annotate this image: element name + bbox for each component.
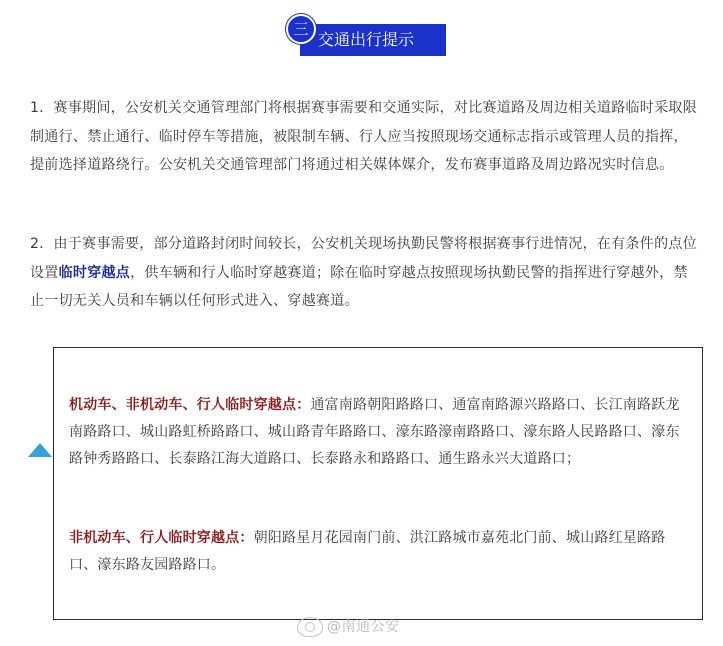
notice-paragraph-2	[30, 230, 702, 316]
non-motor-crossing-label: 非机动车、行人临时穿越点：	[69, 530, 254, 546]
crossing-point-highlight: 临时穿越点	[58, 264, 131, 281]
watermark-text: @南通公安	[327, 619, 400, 635]
motor-crossing-list: 通富南路朝阳路路口、通富南路源兴路路口、长江南路跃龙南路路口、城山路虹桥路路口、城山路青年路路口、濠东路濠南路路口、濠东路人民路路口、濠东路钟秀路路口、长泰路江海大道路口、长泰路永和路路口、通生路永兴大道路口；	[69, 397, 680, 467]
crossing-points-box	[53, 347, 703, 620]
triangle-marker-icon	[28, 443, 52, 457]
section-number-icon: 三	[286, 14, 316, 44]
section-header	[286, 14, 446, 58]
notice-paragraph-1: 1．赛事期间，公安机关交通管理部门将根据赛事需要和交通实际，对比赛道路及周边相关道路临时采取限制通行、禁止通行、临时停车等措施，被限制车辆、行人应当按照现场交通标志指示或管理人员的指挥，提前选择道路绕行。公安机关交通管理部门将通过相关媒体媒介，发布赛事道路及周边路况实时信息。	[30, 100, 698, 173]
watermark	[297, 616, 400, 637]
motor-crossing-label: 机动车、非机动车、行人临时穿越点：	[69, 397, 311, 413]
paragraph-2-text-after: ，供车辆和行人临时穿越赛道；除在临时穿越点按照现场执勤民警的指挥进行穿越外，禁止一切无关人员和车辆以任何形式进入、穿越赛道。	[30, 264, 688, 309]
weibo-icon	[297, 617, 323, 637]
non-motor-crossing-list: 朝阳路星月花园南门前、洪江路城市嘉苑北门前、城山路红星路路口、濠东路友园路路口。	[69, 530, 666, 573]
motor-crossing-points	[69, 392, 689, 473]
non-motor-crossing-points	[69, 525, 689, 579]
section-title: 交通出行提示	[300, 24, 446, 56]
paragraph-2-text-before: 2．由于赛事需要，部分道路封闭时间较长，公安机关现场执勤民警将根据赛事行进情况，在有条件的点位设置	[30, 236, 698, 281]
